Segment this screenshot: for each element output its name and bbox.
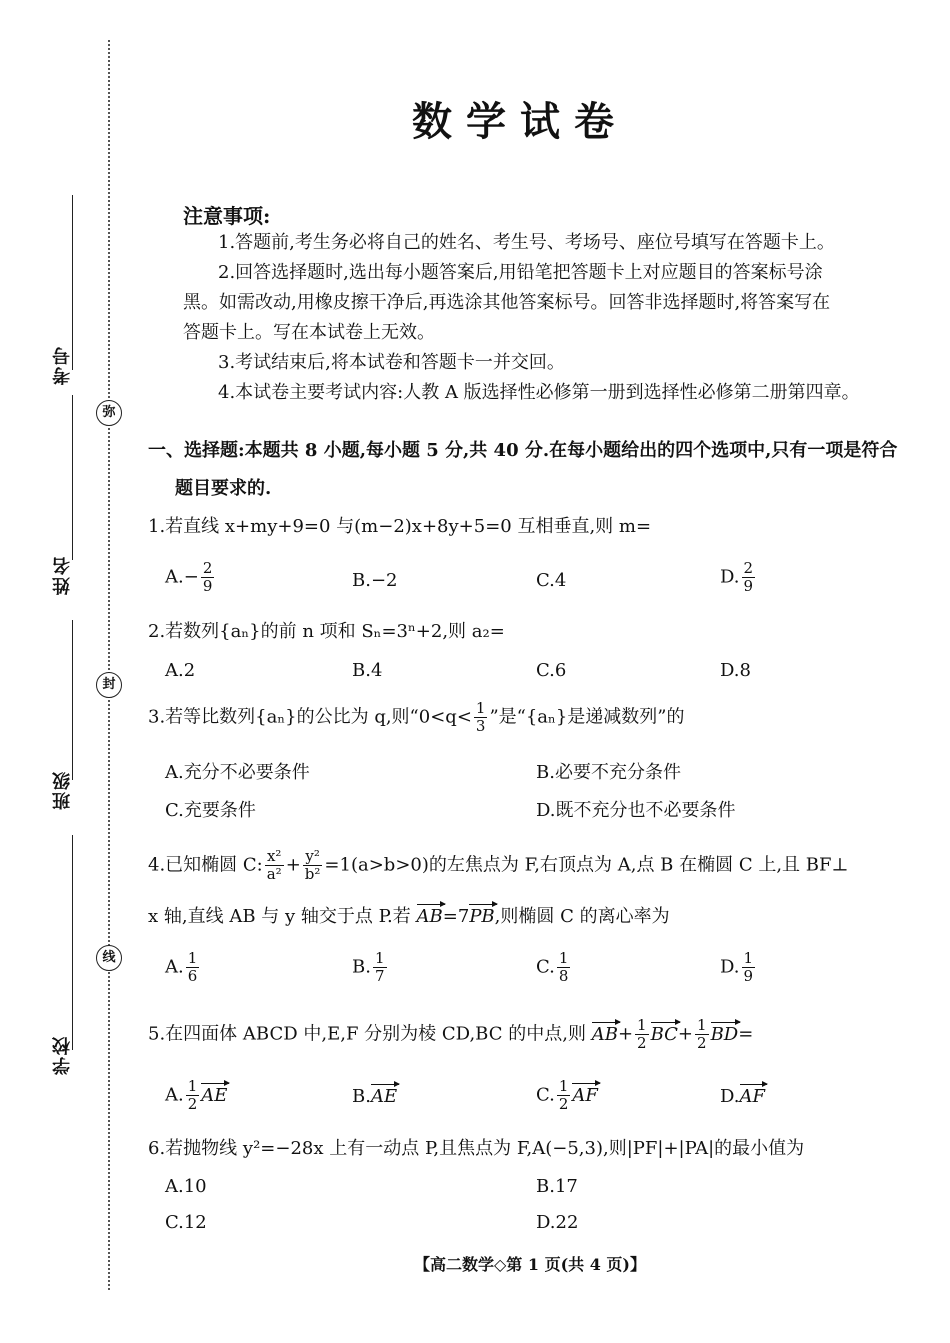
exam-number-rule (72, 195, 73, 370)
q2-option-c: C.6 (536, 660, 567, 681)
q4-option-b: B. $\frac{1}{7}$ (352, 949, 385, 985)
q6-option-a: A.10 (165, 1176, 207, 1197)
page-title: 数学试卷 (412, 98, 628, 145)
notice-item-2-end: 答题卡上。写在本试卷上无效。 (183, 322, 435, 343)
q3-option-b: B.必要不充分条件 (536, 762, 681, 783)
class-rule (72, 620, 73, 780)
section-heading: 一、选择题:本题共 8 小题,每小题 5 分,共 40 分.在每小题给出的四个选项中,只有一项是符合 (148, 440, 898, 461)
page-footer: 【高二数学◇第 1 页(共 4 页)】 (414, 1255, 646, 1274)
question-4: 4.已知椭圆 C: $\frac{\text{x²}}{\text{a²}}$ + $\frac{\text{y²}}{\text{b²}}$ =1(a>b>0)的左焦点为 F,右顶点为 A,点 B 在椭圆 C 上,且 BF⊥ (148, 847, 849, 883)
q6-option-b: B.17 (536, 1176, 578, 1197)
seal-feng: 封 (96, 672, 122, 698)
q6-option-c: C.12 (165, 1212, 207, 1233)
question-4-cont: x 轴,直线 AB 与 y 轴交于点 P.若 AB=7PB,则椭圆 C 的离心率为 (148, 902, 670, 932)
vector-ab-q5: AB (592, 1020, 618, 1050)
label-exam-number: 考号 (52, 345, 73, 385)
binding-dotted-line (108, 40, 110, 1290)
name-rule (72, 395, 73, 560)
q4-option-d: D. $\frac{1}{9}$ (720, 949, 754, 985)
notice-item-4: 4.本试卷主要考试内容:人教 A 版选择性必修第一册到选择性必修第二册第四章。 (218, 382, 860, 403)
q2-option-a: A.2 (165, 660, 196, 681)
notice-heading: 注意事项: (183, 204, 271, 228)
seal-xian: 线 (96, 945, 122, 971)
school-rule (72, 835, 73, 1050)
vector-bd: BD (711, 1020, 739, 1050)
q3-option-a: A.充分不必要条件 (165, 762, 310, 783)
vector-ab: AB (417, 902, 443, 932)
question-2: 2.若数列{aₙ}的前 n 项和 Sₙ=3ⁿ+2,则 a₂= (148, 621, 505, 642)
q1-option-b: B.−2 (352, 570, 398, 591)
q3-option-d: D.既不充分也不必要条件 (536, 800, 736, 821)
q2-option-b: B.4 (352, 660, 383, 681)
label-class: 班级 (52, 770, 73, 810)
vector-bc: BC (651, 1020, 678, 1050)
q5-option-a: A. $\frac{1}{2}$ AE (165, 1077, 228, 1113)
notice-item-2: 2.回答选择题时,选出每小题答案后,用铅笔把答题卡上对应题目的答案标号涂 (218, 262, 823, 283)
q3-option-c: C.充要条件 (165, 800, 256, 821)
question-6: 6.若抛物线 y²=−28x 上有一动点 P,且焦点为 F,A(−5,3),则|PF|+|PA|的最小值为 (148, 1138, 805, 1159)
q4-option-a: A. $\frac{1}{6}$ (165, 949, 198, 985)
q5-option-d: D.AF (720, 1082, 765, 1112)
seal-mi: 弥 (96, 400, 122, 426)
notice-item-2-cont: 黑。如需改动,用橡皮擦干净后,再选涂其他答案标号。回答非选择题时,将答案写在 (183, 292, 831, 313)
q4-option-c: C. $\frac{1}{8}$ (536, 949, 569, 985)
section-heading-cont: 题目要求的. (175, 478, 272, 499)
q1-option-d: D. $\frac{2}{9}$ (720, 559, 754, 595)
q6-option-d: D.22 (536, 1212, 579, 1233)
q5-option-c: C. $\frac{1}{2}$ AF (536, 1077, 598, 1113)
label-name: 姓名 (52, 555, 73, 595)
notice-item-1: 1.答题前,考生务必将自己的姓名、考生号、考场号、座位号填写在答题卡上。 (218, 232, 835, 253)
vector-pb: PB (469, 902, 494, 932)
question-5: 5.在四面体 ABCD 中,E,F 分别为棱 CD,BC 的中点,则 AB+ $\frac{1}{2}$ BC+ $\frac{1}{2}$ BD= (148, 1016, 754, 1052)
question-3: 3.若等比数列{aₙ}的公比为 q,则“0<q< $\frac{1}{3}$ ”是“{aₙ}是递减数列”的 (148, 699, 685, 735)
q1-option-a: A.− $\frac{2}{9}$ (165, 559, 213, 595)
q2-option-d: D.8 (720, 660, 751, 681)
notice-item-3: 3.考试结束后,将本试卷和答题卡一并交回。 (218, 352, 565, 373)
label-school: 学校 (52, 1035, 73, 1075)
q5-option-b: B.AE (352, 1082, 397, 1112)
q1-option-c: C.4 (536, 570, 567, 591)
question-1: 1.若直线 x+my+9=0 与(m−2)x+8y+5=0 互相垂直,则 m= (148, 516, 652, 537)
